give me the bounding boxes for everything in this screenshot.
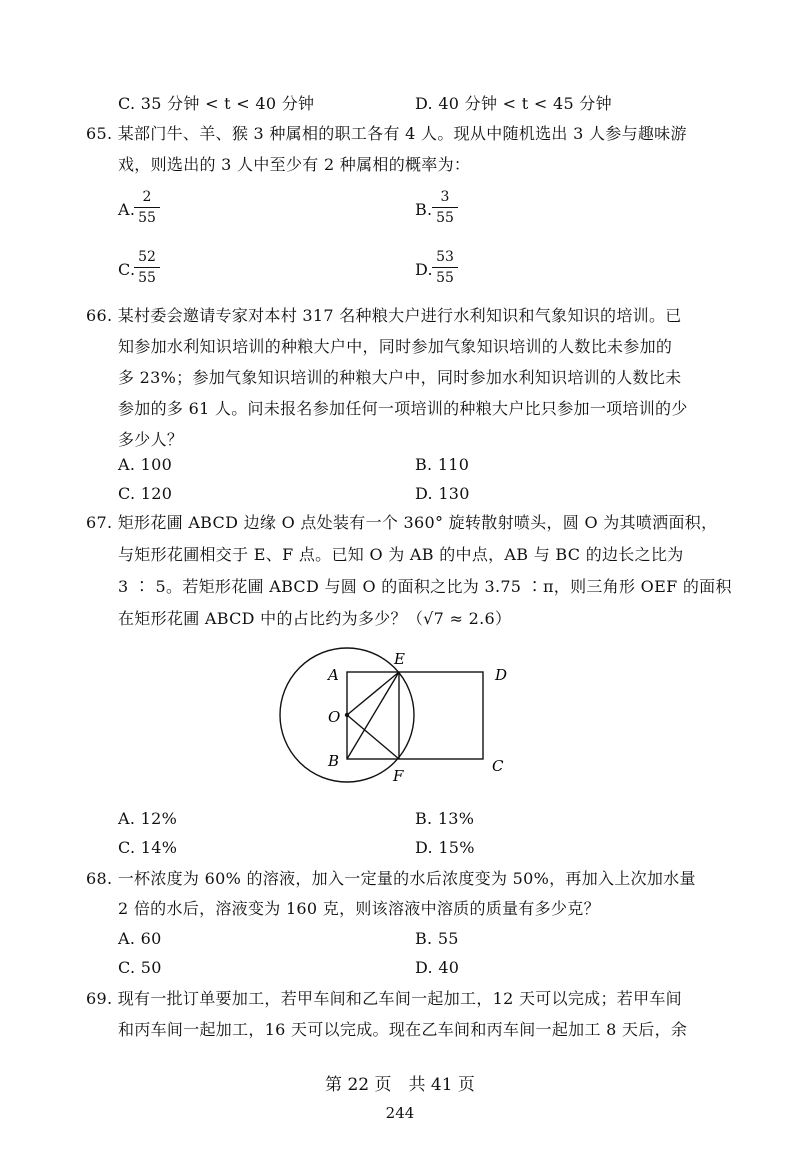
q66-stem-line5: 多少人？ [118,430,184,449]
q65-option-d-fraction [432,249,458,287]
q66-option-c: C. 120 [118,484,173,503]
segment-be [347,672,399,759]
q65-option-c-fraction [134,249,160,287]
q65-stem-line2: 戏，则选出的 3 人中至少有 2 种属相的概率为： [118,155,471,174]
q69-stem-line1: 69. 现有一批订单要加工，若甲车间和乙车间一起加工，12 天可以完成；若甲车间 [86,989,682,1008]
q67-stem-line2: 与矩形花圃相交于 E、F 点。已知 O 为 AB 的中点，AB 与 BC 的边长之比为 [118,545,684,564]
q67-option-c: C. 14% [118,838,178,857]
q69-stem-line2: 和丙车间一起加工，16 天可以完成。现在乙车间和丙车间一起加工 8 天后，余 [118,1020,688,1039]
label-o: O [328,708,341,726]
fraction-denominator: 55 [436,210,454,226]
q67-stem-line3: 3 ∶ 5。若矩形花圃 ABCD 与圆 O 的面积之比为 3.75 ∶π，则三角形 OEF 的面积 [118,577,732,596]
q66-stem-line4: 参加的多 61 人。问未报名参加任何一项培训的种粮大户比只参加一项培训的少 [118,399,688,418]
fraction-denominator: 55 [138,210,156,226]
point-o [345,713,349,717]
q66-stem-line1: 66. 某村委会邀请专家对本村 317 名种粮大户进行水利知识和气象知识的培训。已 [86,306,682,325]
label-e: E [394,650,405,668]
fraction-numerator: 52 [134,249,160,268]
label-c: C [492,757,504,775]
q65-stem-line1: 65. 某部门牛、羊、猴 3 种属相的职工各有 4 人。现从中随机选出 3 人参与趣味游 [86,124,687,143]
q68-stem-line1: 68. 一杯浓度为 60% 的溶液，加入一定量的水后浓度变为 50%，再加入上次加水量 [86,869,696,888]
q65-option-c-label: C. [118,260,136,279]
fraction-denominator: 55 [436,270,454,286]
q67-option-a: A. 12% [118,809,178,828]
fraction-denominator: 55 [138,270,156,286]
q65-option-a-label: A. [118,200,136,219]
label-a: A [328,666,339,684]
q65-option-b-label: B. [415,200,433,219]
q66-stem-line3: 多 23%；参加气象知识培训的种粮大户中，同时参加水利知识培训的人数比未 [118,368,682,387]
fraction-numerator: 2 [134,189,160,208]
rectangle-abcd [347,672,483,759]
segment-of [347,715,399,759]
q66-option-d: D. 130 [415,484,470,503]
segment-oe [347,672,399,715]
label-b: B [328,752,340,770]
page-number: 244 [385,1104,415,1122]
q65-option-b-fraction [432,189,458,227]
q67-stem-line1: 67. 矩形花圃 ABCD 边缘 O 点处装有一个 360° 旋转散射喷头，圆 O 为其喷洒面积， [86,513,718,532]
fraction-numerator: 3 [432,189,458,208]
q64-option-c: C. 35 分钟 < t < 40 分钟 [118,94,315,113]
q65-option-a-fraction [134,189,160,227]
q67-geometry-figure [270,645,530,795]
q65-option-d-label: D. [415,260,433,279]
q67-option-d: D. 15% [415,838,475,857]
q67-stem-line4: 在矩形花圃 ABCD 中的占比约为多少？（√7 ≈ 2.6） [118,609,512,628]
q68-option-d: D. 40 [415,958,460,977]
q66-option-b: B. 110 [415,455,470,474]
q64-option-d: D. 40 分钟 < t < 45 分钟 [415,94,612,113]
q66-option-a: A. 100 [118,455,173,474]
q68-option-b: B. 55 [415,929,459,948]
page-indicator: 第 22 页 共 41 页 [325,1075,475,1095]
q66-stem-line2: 知参加水利知识培训的种粮大户中，同时参加气象知识培训的人数比未参加的 [118,337,673,356]
q68-option-a: A. 60 [118,929,162,948]
q68-stem-line2: 2 倍的水后，溶液变为 160 克，则该溶液中溶质的质量有多少克？ [118,899,600,918]
label-d: D [495,666,508,684]
q67-option-b: B. 13% [415,809,475,828]
q68-option-c: C. 50 [118,958,162,977]
label-f: F [393,767,404,785]
fraction-numerator: 53 [432,249,458,268]
